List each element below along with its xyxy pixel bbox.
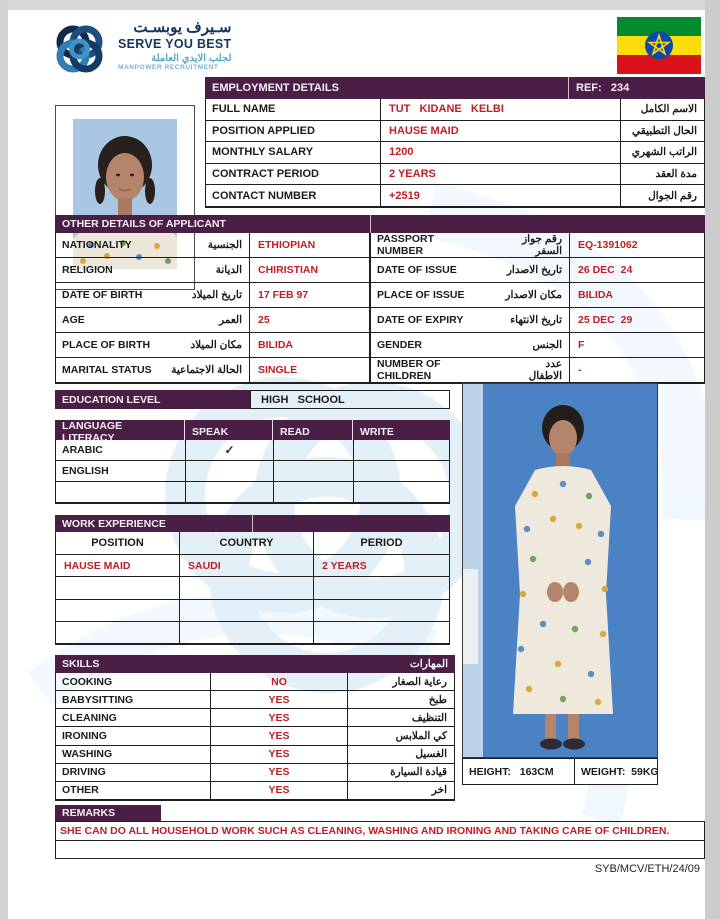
education-level-value: HIGH SCHOOL — [250, 390, 450, 409]
field-label-arabic: تاريخ الانتهاء — [510, 314, 562, 326]
skill-name: DRIVING — [62, 766, 106, 779]
skill-row — [56, 727, 454, 745]
field-label: NATIONALITY — [62, 239, 132, 251]
field-value: 25 DEC 29 — [578, 314, 633, 326]
employment-row — [206, 142, 704, 164]
language-literacy-section — [55, 420, 450, 504]
skills-table — [55, 673, 455, 801]
col-country: COUNTRY — [219, 537, 274, 549]
header-divider — [568, 77, 569, 99]
skills-title: SKILLS — [62, 658, 100, 670]
field-value: 17 FEB 97 — [258, 289, 309, 301]
employment-details-header — [205, 77, 705, 99]
weight-value: WEIGHT: 59KG — [575, 758, 658, 785]
remarks-table — [55, 821, 705, 859]
employment-details-title: EMPLOYMENT DETAILS — [212, 82, 339, 94]
language-literacy-header — [55, 420, 450, 444]
education-section — [55, 390, 450, 409]
field-label: FULL NAME — [212, 103, 276, 116]
speak-check-icon: ✓ — [224, 443, 235, 457]
field-label: DATE OF EXPIRY — [377, 314, 464, 326]
field-label-arabic: رقم الجوال — [648, 189, 697, 202]
page-edge-left — [0, 0, 8, 919]
field-label-arabic: الجنس — [532, 339, 562, 351]
field-value: BILIDA — [258, 339, 293, 351]
field-label: DATE OF BIRTH — [62, 289, 143, 301]
skill-value: YES — [268, 729, 290, 742]
document-code: SYB/MCV/ETH/24/09 — [594, 863, 700, 875]
physical-measurements — [462, 758, 658, 785]
language-row — [56, 482, 449, 503]
field-label-arabic: مكان الاصدار — [505, 289, 562, 301]
skill-name-arabic: اخر — [431, 784, 447, 797]
ref-number: REF: 234 — [576, 82, 630, 94]
remarks-header — [55, 805, 161, 821]
other-details-row — [56, 308, 369, 333]
field-value: HAUSE MAID — [389, 124, 459, 137]
skill-value: YES — [268, 711, 290, 724]
agency-logo — [48, 18, 232, 80]
other-details-row — [371, 258, 704, 283]
page-edge-top — [0, 0, 720, 10]
col-speak: SPEAK — [185, 420, 273, 444]
field-label: MONTHLY SALARY — [212, 146, 314, 159]
field-label-arabic: رقم جواز السفر — [522, 233, 562, 257]
education-level-header — [55, 390, 250, 409]
skill-name: BABYSITTING — [62, 693, 134, 706]
other-details-row — [371, 308, 704, 333]
employment-details-table — [205, 99, 705, 208]
field-label-arabic: الحال التطبيقي — [632, 124, 697, 137]
logo-english-tagline: MANPOWER RECRUITMENT — [118, 63, 219, 71]
logo-knot-icon — [48, 18, 110, 80]
field-value: 2 YEARS — [389, 168, 436, 181]
other-details-row — [371, 333, 704, 358]
other-details-row — [56, 333, 369, 358]
skill-value: YES — [268, 693, 290, 706]
logo-arabic-tagline: لجلب الايدي العاملة — [151, 52, 232, 64]
skill-row — [56, 691, 454, 709]
remarks-empty-row — [56, 841, 704, 858]
col-read: READ — [273, 420, 353, 444]
field-label: GENDER — [377, 339, 422, 351]
field-label-arabic: تاريخ الميلاد — [191, 289, 242, 301]
work-experience-row — [56, 600, 449, 622]
skill-name-arabic: الغسيل — [415, 748, 447, 761]
logo-arabic-name: سـيرف يوبسـت — [133, 19, 232, 36]
height-value: HEIGHT: 163CM — [462, 758, 575, 785]
language-row — [56, 440, 449, 461]
skill-value: YES — [268, 784, 290, 797]
work-experience-title: WORK EXPERIENCE — [62, 517, 166, 530]
work-experience-header — [55, 515, 450, 532]
field-value: CHIRISTIAN — [258, 264, 319, 276]
skill-name-arabic: قيادة السيارة — [390, 766, 447, 779]
skills-section — [55, 655, 455, 801]
skill-name: WASHING — [62, 748, 113, 761]
field-label-arabic: الجنسية — [207, 239, 242, 251]
skill-name-arabic: التنظيف — [411, 711, 447, 724]
employment-row — [206, 185, 704, 207]
skill-name-arabic: طبخ — [428, 693, 447, 706]
other-details-header — [55, 215, 705, 233]
other-details-row — [56, 233, 369, 258]
remarks-text: SHE CAN DO ALL HOUSEHOLD WORK SUCH AS CLEANING, WASHING AND IRONING AND TAKING CARE OF CHILDREN. — [60, 824, 670, 837]
field-label: CONTRACT PERIOD — [212, 168, 319, 181]
other-details-section — [55, 215, 705, 384]
language-name: ARABIC — [62, 444, 103, 456]
work-experience-row — [56, 622, 449, 644]
work-experience-table — [55, 532, 450, 645]
skill-name-arabic: رعاية الصغار — [392, 675, 447, 688]
field-label-arabic: الراتب الشهري — [631, 146, 697, 159]
position-value: HAUSE MAID — [64, 559, 131, 572]
other-details-row — [371, 233, 704, 258]
field-label-arabic: الحالة الاجتماعية — [171, 364, 242, 376]
skill-value: NO — [271, 675, 287, 688]
field-label-arabic: تاريخ الاصدار — [506, 264, 562, 276]
col-language: LANGUAGE LITERACY — [55, 420, 185, 444]
field-label-arabic: الديانة — [215, 264, 242, 276]
skill-name: COOKING — [62, 675, 113, 688]
col-write: WRITE — [360, 426, 394, 438]
field-value: EQ-1391062 — [578, 239, 638, 251]
remarks-title: REMARKS — [62, 807, 116, 819]
field-label: PLACE OF ISSUE — [377, 289, 465, 301]
other-details-row — [56, 258, 369, 283]
field-label-arabic: عدد الاطفال — [528, 358, 562, 382]
country-value: SAUDI — [188, 559, 221, 572]
employment-row — [206, 121, 704, 143]
remarks-section — [55, 805, 705, 859]
col-position: POSITION — [91, 537, 144, 549]
skills-title-arabic: المهارات — [409, 658, 448, 670]
education-level-label: EDUCATION LEVEL — [62, 393, 161, 406]
skill-name: OTHER — [62, 784, 99, 797]
header-divider — [370, 215, 371, 233]
field-value: BILIDA — [578, 289, 613, 301]
skill-row — [56, 782, 454, 800]
applicant-fullbody-photo — [462, 383, 658, 758]
employment-details-section — [205, 77, 705, 208]
field-label: PLACE OF BIRTH — [62, 339, 151, 351]
field-label: DATE OF ISSUE — [377, 264, 457, 276]
language-name: ENGLISH — [62, 465, 109, 477]
employment-row — [206, 164, 704, 186]
field-value: 1200 — [389, 146, 414, 159]
field-label-arabic: العمر — [218, 314, 242, 326]
field-label: POSITION APPLIED — [212, 124, 315, 137]
skill-value: YES — [268, 766, 290, 779]
other-details-left-table — [55, 233, 370, 384]
other-details-row — [56, 358, 369, 383]
field-label: NUMBER OF CHILDREN — [377, 358, 441, 382]
field-label: RELIGION — [62, 264, 113, 276]
field-value: ETHIOPIAN — [258, 239, 316, 251]
other-details-row — [56, 283, 369, 308]
skill-row — [56, 764, 454, 782]
skills-header — [55, 655, 455, 673]
field-value: - — [578, 364, 582, 376]
skill-row — [56, 709, 454, 727]
field-value: 25 — [258, 314, 270, 326]
skill-row — [56, 746, 454, 764]
logo-english-name: SERVE YOU BEST — [118, 36, 232, 51]
skill-row — [56, 673, 454, 691]
work-experience-row — [56, 555, 449, 577]
skill-name: IRONING — [62, 729, 107, 742]
skill-name-arabic: كي الملابس — [395, 729, 447, 742]
field-label: PASSPORT NUMBER — [377, 233, 434, 257]
field-label: CONTACT NUMBER — [212, 189, 317, 202]
col-period: PERIOD — [360, 537, 403, 549]
page-edge-right — [705, 0, 720, 919]
other-details-right-table — [370, 233, 705, 384]
work-experience-column-headers — [56, 532, 449, 555]
skill-value: YES — [268, 748, 290, 761]
field-value: SINGLE — [258, 364, 298, 376]
header-divider — [252, 515, 253, 532]
field-label-arabic: مكان الميلاد — [190, 339, 242, 351]
field-value: +2519 — [389, 189, 420, 202]
field-value: F — [578, 339, 585, 351]
work-experience-row — [56, 577, 449, 599]
ethiopia-flag — [617, 17, 701, 79]
other-details-title: OTHER DETAILS OF APPLICANT — [62, 218, 226, 230]
field-value: TUT KIDANE KELBI — [389, 103, 504, 116]
other-details-row — [371, 283, 704, 308]
employment-row — [206, 99, 704, 121]
field-label: AGE — [62, 314, 85, 326]
period-value: 2 YEARS — [322, 559, 367, 572]
language-row — [56, 461, 449, 482]
language-literacy-table — [55, 440, 450, 504]
field-value: 26 DEC 24 — [578, 264, 633, 276]
field-label: MARITAL STATUS — [62, 364, 152, 376]
field-label-arabic: مدة العقد — [655, 168, 697, 181]
other-details-row — [371, 358, 704, 383]
work-experience-section — [55, 515, 450, 645]
field-label-arabic: الاسم الكامل — [640, 103, 697, 116]
skill-name: CLEANING — [62, 711, 117, 724]
